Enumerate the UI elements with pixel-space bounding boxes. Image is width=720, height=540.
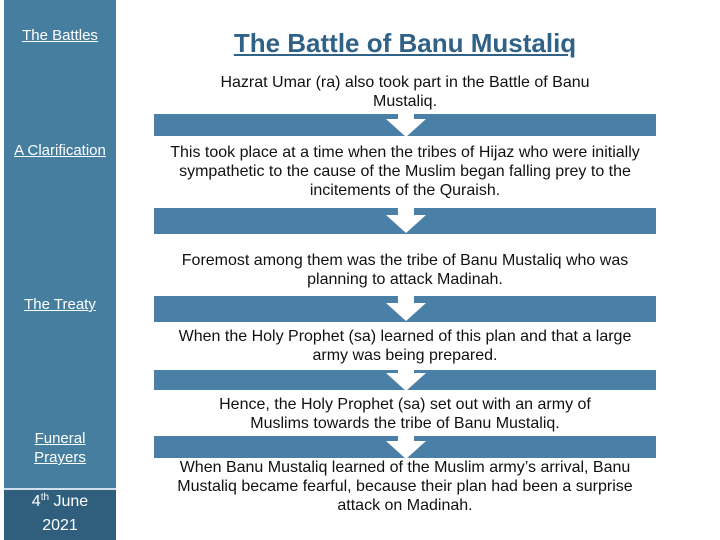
down-arrow-icon (386, 441, 426, 459)
date-year: 2021 (42, 517, 78, 534)
down-arrow-icon (386, 119, 426, 137)
step-text: Hence, the Holy Prophet (sa) set out with an army of Muslims towards the tribe of Banu Mustaliq. (219, 396, 591, 432)
step-text: Foremost among them was the tribe of Banu Mustaliq who was planning to attack Madinah. (181, 252, 629, 288)
date-suffix: th (40, 492, 50, 503)
page-title: The Battle of Banu Mustaliq (233, 28, 577, 58)
nav-link-the-battles[interactable]: The Battles (22, 27, 98, 44)
date-box (4, 488, 116, 540)
date-month: June (53, 493, 89, 510)
nav-link-a-clarification[interactable]: A Clarification (14, 142, 106, 159)
down-arrow-icon (386, 373, 426, 391)
date-day: 4 (31, 493, 41, 510)
nav-link-funeral-prayers[interactable]: Funeral Prayers (34, 430, 86, 466)
step-text: When Banu Mustaliq learned of the Muslim army’s arrival, Banu Mustaliq became fearful, because their plan had been a surprise attack on Madinah. (177, 459, 633, 514)
nav-link-the-treaty[interactable]: The Treaty (24, 296, 96, 313)
down-arrow-icon (386, 303, 426, 321)
step-text: When the Holy Prophet (sa) learned of this plan and that a large army was being prepared. (178, 328, 632, 364)
step-text: This took place at a time when the tribes of Hijaz who were initially sympathetic to the cause of the Muslim began falling prey to the incitements of the Quraish. (170, 144, 640, 199)
sidebar (4, 0, 116, 540)
step-text: Hazrat Umar (ra) also took part in the Battle of Banu Mustaliq. (220, 74, 590, 110)
down-arrow-icon (386, 215, 426, 233)
date-day-month (4, 490, 116, 514)
